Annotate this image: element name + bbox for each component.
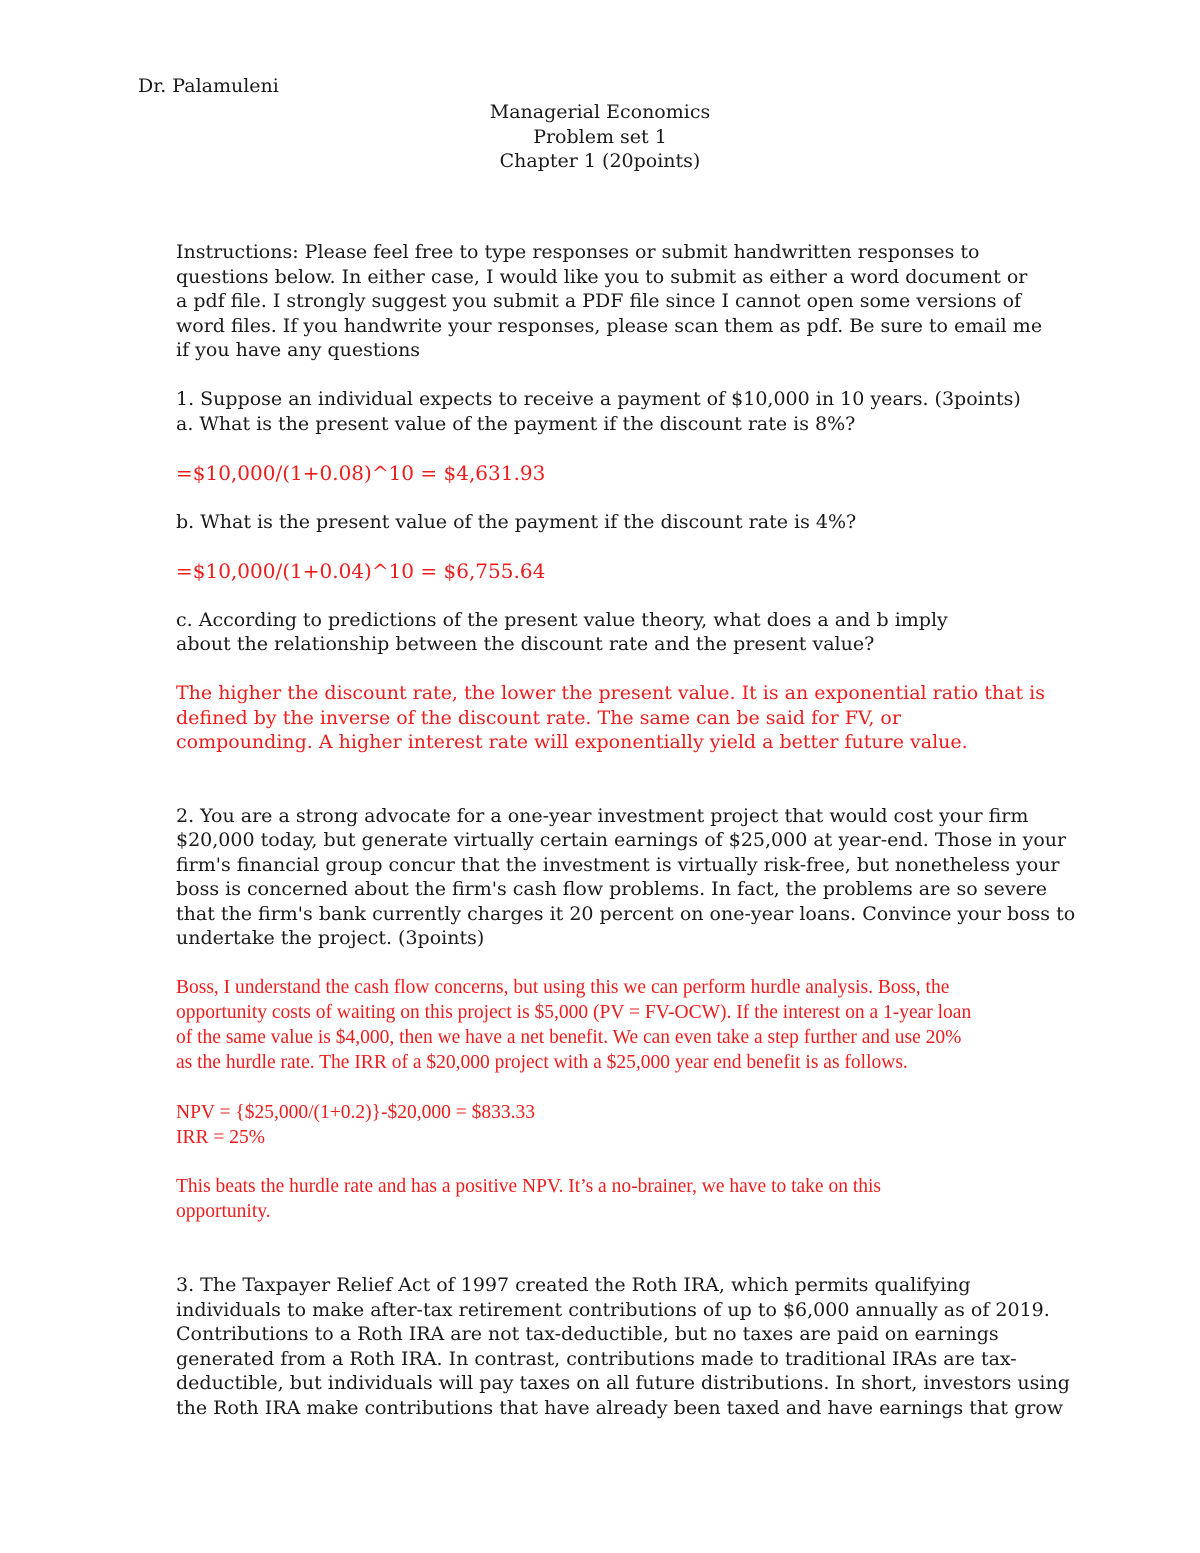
answer-1c-line: compounding. A higher interest rate will exponentially yield a better future value. xyxy=(176,731,968,753)
question-1c-line: about the relationship between the discount rate and the present value? xyxy=(176,633,875,655)
question-3-line: deductible, but individuals will pay taxes on all future distributions. In short, investors using xyxy=(176,1372,1070,1394)
document-body xyxy=(176,240,1076,1445)
question-1 xyxy=(176,387,1076,436)
answer-2-line: Boss, I understand the cash flow concerns, but using this we can perform hurdle analysis. Boss, the xyxy=(176,977,950,998)
question-2-line: $20,000 today, but generate virtually certain earnings of $25,000 at year-end. Those in your xyxy=(176,829,1067,851)
chapter-title: Chapter 1 (20points) xyxy=(499,150,701,172)
answer-2-conclusion xyxy=(176,1174,1076,1224)
author-name: Dr. Palamuleni xyxy=(138,75,279,97)
answer-1c-line: The higher the discount rate, the lower the present value. It is an exponential ratio that is xyxy=(176,682,1045,704)
answer-2-conclusion-line: This beats the hurdle rate and has a positive NPV. It’s a no-brainer, we have to take on this xyxy=(176,1176,882,1197)
answer-2-line: of the same value is $4,000, then we have a net benefit. We can even take a step further and use 20% xyxy=(176,1027,962,1048)
question-1b: b. What is the present value of the payment if the discount rate is 4%? xyxy=(176,510,857,533)
question-2-line: boss is concerned about the firm's cash flow problems. In fact, the problems are so severe xyxy=(176,878,1048,900)
problem-set-title: Problem set 1 xyxy=(533,125,667,148)
question-2 xyxy=(176,804,1076,951)
answer-1b: =$10,000/(1+0.04)^10 = $6,755.64 xyxy=(176,558,546,583)
question-1c xyxy=(176,608,1076,657)
question-2-line: undertake the project. (3points) xyxy=(176,927,485,949)
instructions-line: questions below. In either case, I would like you to submit as either a word document or xyxy=(176,265,1028,288)
irr-value: IRR = 25% xyxy=(176,1126,265,1148)
question-1a: a. What is the present value of the payment if the discount rate is 8%? xyxy=(176,412,856,435)
question-1-prompt: 1. Suppose an individual expects to receive a payment of $10,000 in 10 years. (3points) xyxy=(176,388,1021,410)
answer-1c-line: defined by the inverse of the discount rate. The same can be said for FV, or xyxy=(176,706,901,729)
instructions xyxy=(176,240,1076,363)
question-3-line: generated from a Roth IRA. In contrast, contributions made to traditional IRAs are tax- xyxy=(176,1347,1017,1370)
question-3-line: individuals to make after-tax retirement contributions of up to $6,000 annually as of 2019. xyxy=(176,1298,1050,1321)
question-3-line: the Roth IRA make contributions that have already been taxed and have earnings that grow xyxy=(176,1396,1064,1419)
question-2-line: 2. You are a strong advocate for a one-year investment project that would cost your firm xyxy=(176,804,1029,827)
question-3-line: Contributions to a Roth IRA are not tax-deductible, but no taxes are paid on earnings xyxy=(176,1323,999,1345)
instructions-line: if you have any questions xyxy=(176,339,421,361)
answer-1c xyxy=(176,681,1076,755)
answer-2-line: as the hurdle rate. The IRR of a $20,000 project with a $25,000 year end benefit is as follows. xyxy=(176,1052,908,1073)
instructions-line: Instructions: Please feel free to type responses or submit handwritten responses to xyxy=(176,241,980,263)
answer-1a: =$10,000/(1+0.08)^10 = $4,631.93 xyxy=(176,460,546,485)
answer-2-line: opportunity costs of waiting on this project is $5,000 (PV = FV-OCW). If the interest on a 1-year loan xyxy=(176,1002,972,1023)
title-block xyxy=(0,100,1200,174)
question-2-line: firm's financial group concur that the investment is virtually risk-free, but nonetheless your xyxy=(176,853,1060,876)
question-1c-line: c. According to predictions of the present value theory, what does a and b imply xyxy=(176,608,948,631)
answer-2 xyxy=(176,975,1076,1075)
question-2-line: that the firm's bank currently charges it 20 percent on one-year loans. Convince your boss to xyxy=(176,902,1076,925)
answer-2-calculations xyxy=(176,1100,1076,1150)
course-title: Managerial Economics xyxy=(489,101,711,123)
question-3 xyxy=(176,1273,1076,1420)
question-3-line: 3. The Taxpayer Relief Act of 1997 created the Roth IRA, which permits qualifying xyxy=(176,1274,971,1296)
answer-2-conclusion-line: opportunity. xyxy=(176,1201,271,1222)
instructions-line: a pdf file. I strongly suggest you submit a PDF file since I cannot open some versions of xyxy=(176,290,1022,312)
instructions-line: word files. If you handwrite your responses, please scan them as pdf. Be sure to email me xyxy=(176,314,1043,337)
npv-formula: NPV = {$25,000/(1+0.2)}-$20,000 = $833.33 xyxy=(176,1101,536,1123)
